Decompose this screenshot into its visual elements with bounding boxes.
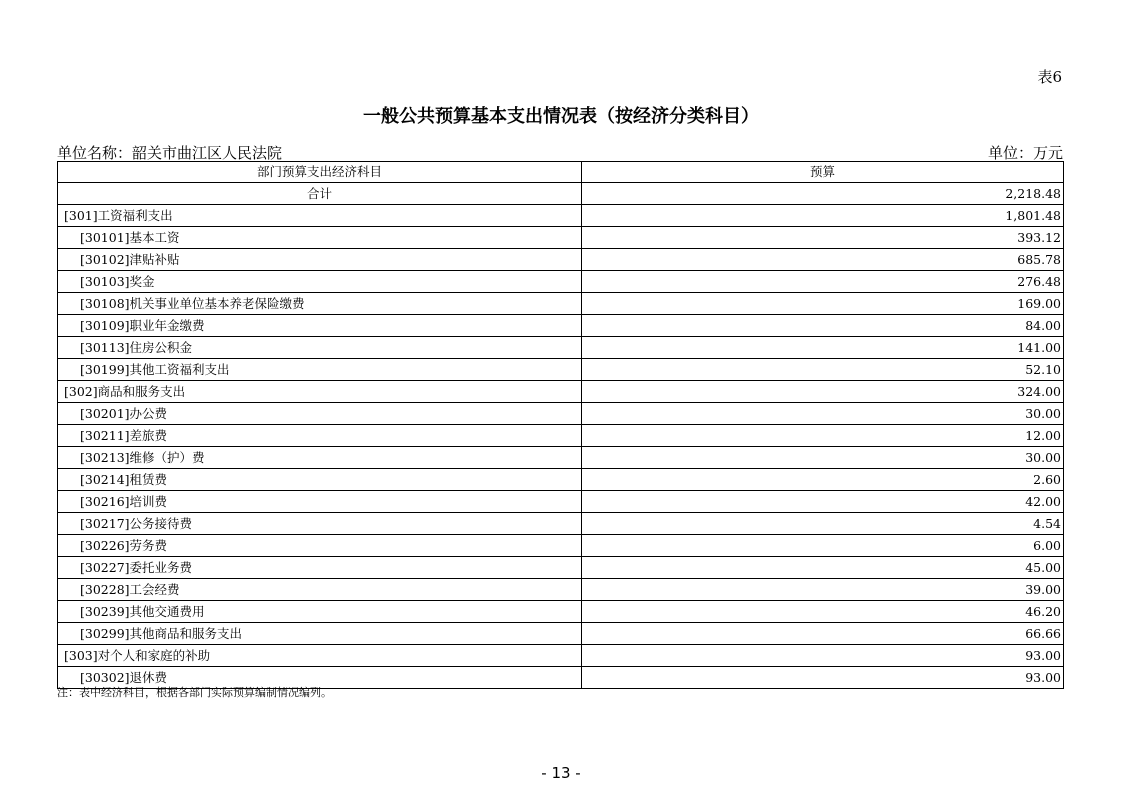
table-row xyxy=(58,601,1064,623)
table-row xyxy=(58,513,1064,535)
table-number: 表6 xyxy=(1037,68,1062,86)
page-title: 一般公共预算基本支出情况表（按经济分类科目） xyxy=(363,106,759,127)
table-row xyxy=(58,381,1064,403)
row-label: [30213]维修（护）费 xyxy=(58,447,582,469)
table-meta xyxy=(57,142,1063,160)
table-row xyxy=(58,205,1064,227)
table-row xyxy=(58,403,1064,425)
table-row xyxy=(58,315,1064,337)
table-row xyxy=(58,535,1064,557)
table-note: 注：表中经济科目，根据各部门实际预算编制情况编列。 xyxy=(57,686,332,699)
row-label: [30102]津贴补贴 xyxy=(58,249,582,271)
row-value: 141.00 xyxy=(582,337,1064,359)
row-label: [30299]其他商品和服务支出 xyxy=(58,623,582,645)
row-value: 52.10 xyxy=(582,359,1064,381)
total-row xyxy=(58,183,1064,205)
row-value: 393.12 xyxy=(582,227,1064,249)
row-label: [30199]其他工资福利支出 xyxy=(58,359,582,381)
row-value: 6.00 xyxy=(582,535,1064,557)
table-row xyxy=(58,227,1064,249)
table-row xyxy=(58,249,1064,271)
table-row xyxy=(58,359,1064,381)
row-value: 66.66 xyxy=(582,623,1064,645)
header-amount: 预算 xyxy=(582,162,1064,183)
header-item: 部门预算支出经济科目 xyxy=(58,162,582,183)
row-value: 30.00 xyxy=(582,403,1064,425)
table-row xyxy=(58,271,1064,293)
table-row xyxy=(58,425,1064,447)
row-label: [30226]劳务费 xyxy=(58,535,582,557)
row-label: [301]工资福利支出 xyxy=(58,205,582,227)
row-value: 12.00 xyxy=(582,425,1064,447)
row-label: [30302]退休费 xyxy=(58,667,582,689)
table-header-row xyxy=(58,162,1064,183)
row-value: 2.60 xyxy=(582,469,1064,491)
row-value: 276.48 xyxy=(582,271,1064,293)
table-row xyxy=(58,447,1064,469)
row-label: [30239]其他交通费用 xyxy=(58,601,582,623)
table-row xyxy=(58,623,1064,645)
row-value: 169.00 xyxy=(582,293,1064,315)
row-label: [30101]基本工资 xyxy=(58,227,582,249)
table-row xyxy=(58,337,1064,359)
unit-name: 单位名称：韶关市曲江区人民法院 xyxy=(57,144,283,162)
row-value: 30.00 xyxy=(582,447,1064,469)
row-value: 39.00 xyxy=(582,579,1064,601)
table-row xyxy=(58,469,1064,491)
row-value: 93.00 xyxy=(582,645,1064,667)
table-row xyxy=(58,645,1064,667)
row-value: 84.00 xyxy=(582,315,1064,337)
table-row xyxy=(58,293,1064,315)
total-value: 2,218.48 xyxy=(582,183,1064,205)
row-label: [30227]委托业务费 xyxy=(58,557,582,579)
row-label: [303]对个人和家庭的补助 xyxy=(58,645,582,667)
table-row xyxy=(58,557,1064,579)
budget-table xyxy=(57,161,1064,689)
row-value: 46.20 xyxy=(582,601,1064,623)
row-label: [30103]奖金 xyxy=(58,271,582,293)
row-value: 1,801.48 xyxy=(582,205,1064,227)
row-label: [30228]工会经费 xyxy=(58,579,582,601)
row-value: 4.54 xyxy=(582,513,1064,535)
row-value: 93.00 xyxy=(582,667,1064,689)
row-label: [30214]租赁费 xyxy=(58,469,582,491)
row-label: [30211]差旅费 xyxy=(58,425,582,447)
row-value: 45.00 xyxy=(582,557,1064,579)
unit-label: 单位：万元 xyxy=(987,144,1063,162)
row-label: [30113]住房公积金 xyxy=(58,337,582,359)
row-value: 685.78 xyxy=(582,249,1064,271)
table-row xyxy=(58,579,1064,601)
total-label: 合计 xyxy=(58,183,582,205)
row-value: 42.00 xyxy=(582,491,1064,513)
row-label: [30108]机关事业单位基本养老保险缴费 xyxy=(58,293,582,315)
page-number: - 13 - xyxy=(541,764,581,782)
row-value: 324.00 xyxy=(582,381,1064,403)
row-label: [30201]办公费 xyxy=(58,403,582,425)
table-row xyxy=(58,491,1064,513)
row-label: [30217]公务接待费 xyxy=(58,513,582,535)
row-label: [30109]职业年金缴费 xyxy=(58,315,582,337)
row-label: [302]商品和服务支出 xyxy=(58,381,582,403)
row-label: [30216]培训费 xyxy=(58,491,582,513)
